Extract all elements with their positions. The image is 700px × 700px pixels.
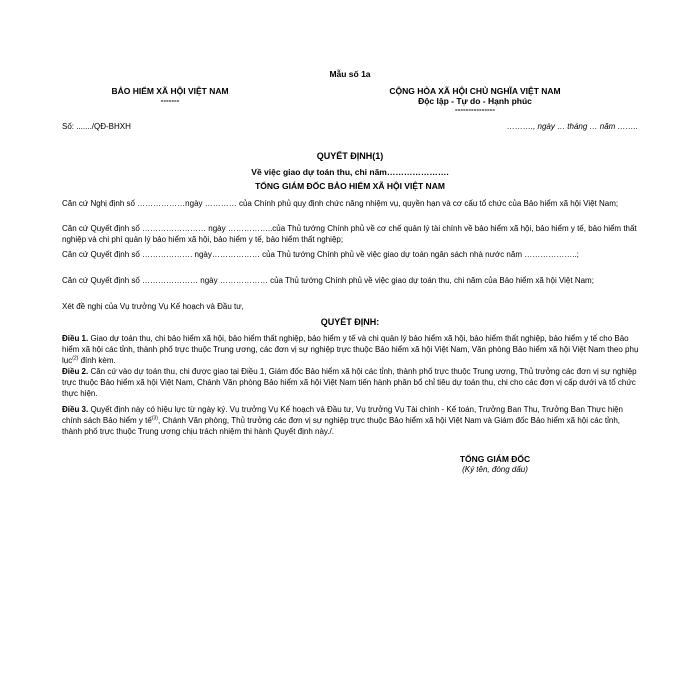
form-label: Mẫu số 1a	[329, 69, 371, 79]
nation-name: CỘNG HÒA XÃ HỘI CHỦ NGHĨA VIỆT NAM	[389, 86, 561, 96]
article-2	[62, 366, 640, 399]
article-3	[62, 404, 640, 437]
article-3-text: Quyết định này có hiệu lực từ ngày ký. Vụ trưởng Vụ Kế hoạch và Đầu tư, Vụ trưởng Vụ Tài chính - Kế toán, Trưởng Ban Thu, Trưởng Ban Thực hiện chính sách Bảo hiểm y tế	[62, 405, 624, 425]
legal-basis-4: Căn cứ Quyết định số ………………… ngày ……………… của Thủ tướng Chính phủ về việc giao dự toán thu, chi năm của Bảo hiểm xã hội Việt Nam;	[62, 276, 594, 285]
article-1-text-end: đính kèm.	[78, 356, 116, 365]
legal-basis-3: Căn cứ Quyết định số ………………. ngày……………… của Thủ tướng Chính phủ về việc giao dự toán ngân sách nhà nước năm ………………..;	[62, 250, 579, 259]
document-subject: Về việc giao dự toán thu, chi năm………………….	[251, 167, 449, 177]
signature-title: TỔNG GIÁM ĐỐC	[459, 454, 531, 464]
org-rule: -------	[160, 96, 180, 105]
footnote-marker: (2)	[72, 355, 79, 362]
document-number: Số: ......./QĐ-BHXH	[62, 122, 131, 131]
signature-note: (Ký tên, đóng dấu)	[462, 465, 528, 474]
article-3-text-end: , Chánh Văn phòng, Thủ trưởng các đơn vị sự nghiệp trực thuộc Bảo hiểm xã hội Việt Nam và Giám đốc Bảo hiểm xã hội các tỉnh, thành phố trực thuộc Trung ương chịu trách nhiệm thi hành Quyết định này./.	[62, 416, 621, 436]
article-1-text: Giao dự toán thu, chi bảo hiểm xã hội, bảo hiểm thất nghiệp, bảo hiểm y tế và chi quản lý bảo hiểm xã hội, bảo hiểm thất nghiệp, bảo hiểm y tế cho Bảo hiểm xã hội các tỉnh, thành phố trực thuộc Trung ương, các đơn vị sự nghiệp trực thuộc Bảo hiểm xã hội Việt Nam, Văn phòng Bảo hiểm xã hội Việt Nam theo phụ lục	[62, 334, 639, 365]
org-name: BẢO HIỂM XÃ HỘI VIỆT NAM	[111, 86, 229, 96]
decides-heading: QUYẾT ĐỊNH:	[320, 317, 380, 327]
document-date: ………., ngày … tháng … năm ……..	[506, 122, 638, 131]
legal-basis-2: Căn cứ Quyết định số …………………… ngày ……………..của Thủ tướng Chính phủ về cơ chế quản lý tài chính về bảo hiểm xã hội, bảo hiểm y tế, bảo hiểm thất nghiệp và chi phí quản lý bảo hiểm xã hội, bảo hiểm y tế, bảo hiểm thất nghiệp;	[62, 224, 637, 244]
document-title: QUYẾT ĐỊNH(1)	[316, 151, 384, 161]
footnote-marker: (3)	[151, 415, 158, 422]
proposal-line: Xét đề nghị của Vụ trưởng Vụ Kế hoạch và Đầu tư,	[62, 302, 244, 311]
article-3-label: Điều 3.	[62, 405, 89, 414]
article-1-label: Điều 1.	[62, 334, 89, 343]
article-2-label: Điều 2.	[62, 367, 89, 376]
nation-motto: Độc lập - Tự do - Hạnh phúc	[418, 96, 532, 106]
motto-rule: ---------------	[455, 105, 495, 114]
legal-basis-1: Căn cứ Nghị định số ………………ngày ………… của Chính phủ quy định chức năng nhiệm vụ, quyền hạn và cơ cấu tổ chức của Bảo hiểm xã hội Việt Nam;	[62, 199, 619, 208]
issuing-authority: TỔNG GIÁM ĐỐC BẢO HIỂM XÃ HỘI VIỆT NAM	[255, 181, 445, 191]
article-1	[62, 333, 640, 366]
article-2-text: Căn cứ vào dự toán thu, chi được giao tại Điều 1, Giám đốc Bảo hiểm xã hội các tỉnh, thành phố trực thuộc Trung ương, Thủ trưởng các đơn vị sự nghiệp trực thuộc Bảo hiểm xã hội Việt Nam, Chánh Văn phòng Bảo hiểm xã hội Việt Nam tiến hành phân bổ chỉ tiêu dự toán thu, chi cho các đơn vị cấp dưới và tổ chức thực hiện.	[62, 367, 637, 398]
